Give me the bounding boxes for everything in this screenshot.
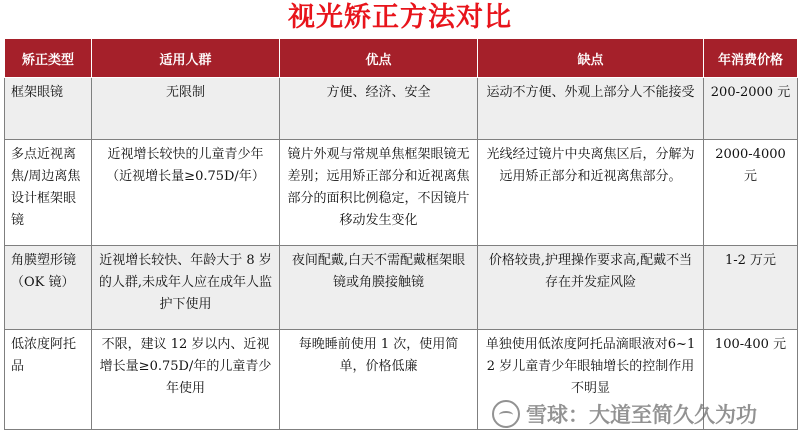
table-row xyxy=(5,246,798,330)
header-price: 年消费价格 xyxy=(704,39,798,78)
header-pros: 优点 xyxy=(280,39,478,78)
cell-cons: 价格较贵,护理操作要求高,配戴不当存在并发症风险 xyxy=(478,246,704,330)
cell-price: 2000-4000 元 xyxy=(704,140,798,246)
table-row xyxy=(5,140,798,246)
cell-type: 框架眼镜 xyxy=(5,78,92,140)
cell-pros: 夜间配戴,白天不需配戴框架眼镜或角膜接触镜 xyxy=(280,246,478,330)
cell-price: 200-2000 元 xyxy=(704,78,798,140)
cell-type: 低浓度阿托品 xyxy=(5,330,92,430)
cell-type: 多点近视离焦/周边离焦设计框架眼镜 xyxy=(5,140,92,246)
cell-population: 不限，建议 12 岁以内、近视增长量≥0.75D/年的儿童青少年使用 xyxy=(92,330,280,430)
cell-pros: 每晚睡前使用 1 次，使用简单，价格低廉 xyxy=(280,330,478,430)
header-population: 适用人群 xyxy=(92,39,280,78)
snowball-logo-icon xyxy=(492,400,520,428)
cell-cons: 光线经过镜片中央离焦区后，分解为远用矫正部分和近视离焦部分。 xyxy=(478,140,704,246)
cell-price: 1-2 万元 xyxy=(704,246,798,330)
page-title: 视光矫正方法对比 xyxy=(288,2,512,33)
table-row xyxy=(5,78,798,140)
watermark-text: 雪球：大道至简久久为功 xyxy=(526,403,757,427)
cell-cons: 单独使用低浓度阿托品滴眼液对6~12 岁儿童青少年眼轴增长的控制作用不明显 xyxy=(478,330,704,430)
watermark xyxy=(492,400,757,428)
header-type: 矫正类型 xyxy=(5,39,92,78)
cell-population: 近视增长较快的儿童青少年（近视增长量≥0.75D/年） xyxy=(92,140,280,246)
cell-pros: 方便、经济、安全 xyxy=(280,78,478,140)
cell-population: 无限制 xyxy=(92,78,280,140)
cell-price: 100-400 元 xyxy=(704,330,798,430)
cell-cons: 运动不方便、外观上部分人不能接受 xyxy=(478,78,704,140)
table-header-row xyxy=(5,39,798,78)
comparison-table xyxy=(4,38,798,430)
cell-pros: 镜片外观与常规单焦框架眼镜无差别；远用矫正部分和近视离焦部分的面积比例稳定，不因镜片移动发生变化 xyxy=(280,140,478,246)
header-cons: 缺点 xyxy=(478,39,704,78)
cell-type: 角膜塑形镜（OK 镜） xyxy=(5,246,92,330)
cell-population: 近视增长较快、年龄大于 8 岁的人群,未成年人应在成年人监护下使用 xyxy=(92,246,280,330)
